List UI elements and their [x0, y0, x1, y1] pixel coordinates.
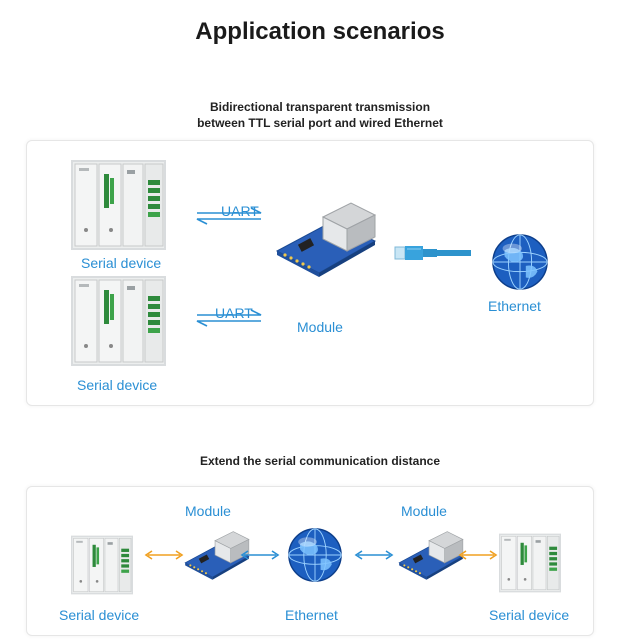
module-label: Module [185, 503, 231, 519]
page-title: Application scenarios [195, 18, 445, 45]
section1-subtitle [0, 99, 640, 131]
ethernet-label: Ethernet [488, 298, 541, 314]
ethernet-globe-icon [287, 527, 343, 583]
ethernet-label: Ethernet [285, 607, 338, 623]
serial-device-image [499, 533, 561, 593]
section1-panel [26, 140, 594, 406]
serial-device-label: Serial device [77, 377, 158, 393]
serial-link-arrow [457, 549, 499, 561]
module-label: Module [297, 319, 343, 335]
section2-subtitle: Extend the serial communication distance [199, 454, 441, 468]
serial-device-label: Serial device [81, 255, 162, 271]
serial-device-image [71, 276, 166, 366]
serial-link-arrow [143, 549, 185, 561]
module-label: Module [401, 503, 447, 519]
uart-label: UART [215, 305, 253, 321]
serial-device-image [71, 535, 133, 595]
serial-device-label: Serial device [489, 607, 570, 623]
module-board-image [271, 199, 381, 279]
section1-subtitle-line1: Bidirectional transparent transmission [209, 100, 431, 114]
uart-bidirectional-arrow [193, 309, 265, 327]
ethernet-link-arrow [239, 549, 281, 561]
serial-device-image [71, 160, 166, 250]
ethernet-globe-icon [491, 233, 549, 291]
section1-subtitle-line2: between TTL serial port and wired Ethernet [197, 116, 443, 130]
ethernet-link-arrow [353, 549, 395, 561]
uart-bidirectional-arrow [193, 207, 265, 225]
section2-panel [26, 486, 594, 636]
serial-device-label: Serial device [59, 607, 140, 623]
ethernet-cable-icon [393, 243, 475, 263]
uart-label: UART [221, 203, 259, 219]
